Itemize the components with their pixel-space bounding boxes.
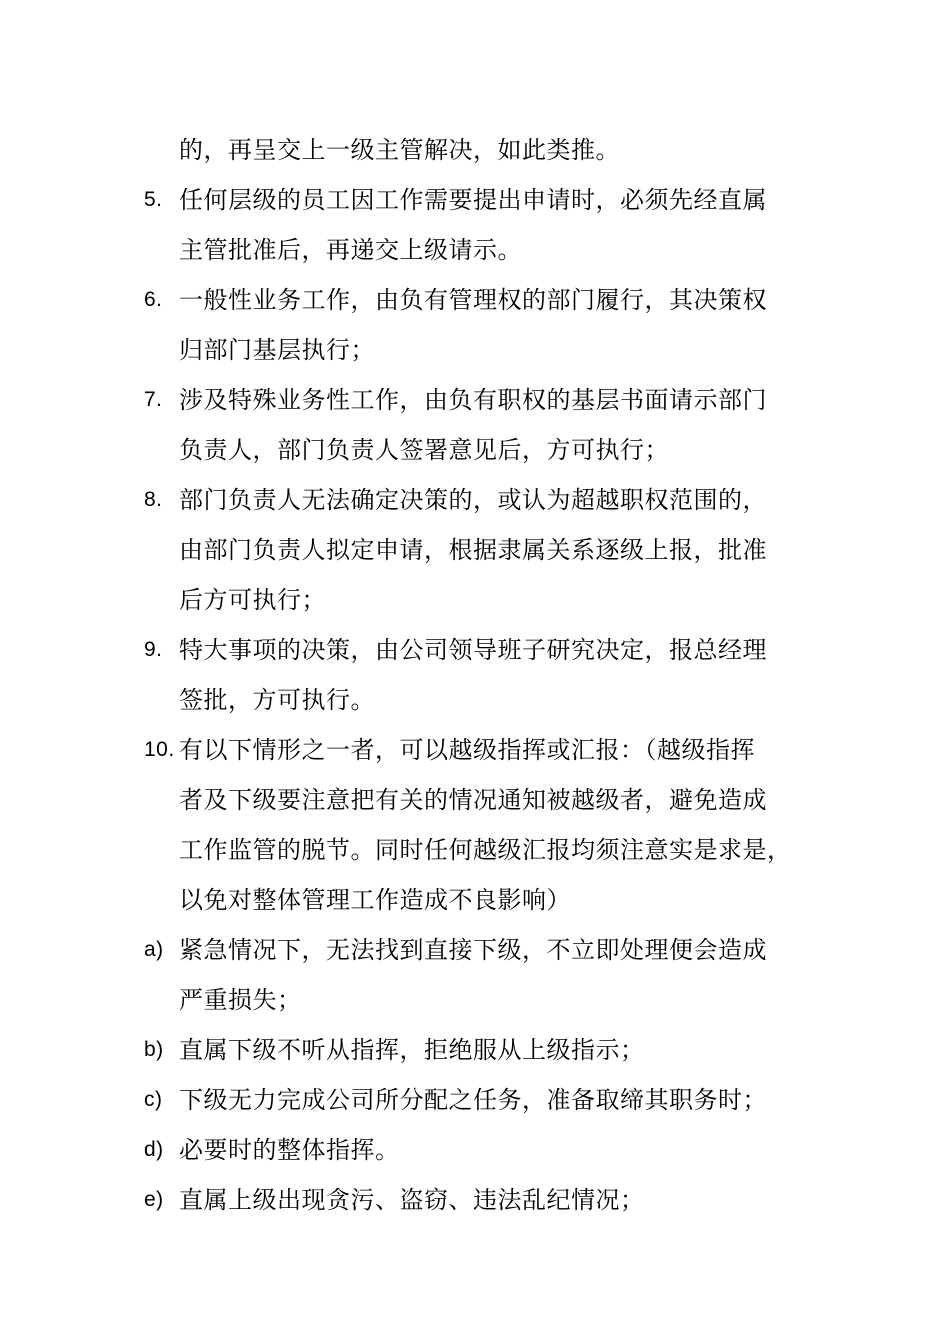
line-text: 签批，方可执行。 [179,686,375,714]
line-text: 任何层级的员工因工作需要提出申请时，必须先经直属 [179,186,767,214]
line-text: 必要时的整体指挥。 [179,1136,400,1164]
list-marker: 10. [144,738,175,761]
list-marker: b) [144,1038,164,1061]
document-line [144,325,824,375]
document-line [144,775,824,825]
line-text: 一般性业务工作，由负有管理权的部门履行，其决策权 [179,286,767,314]
document-line [144,575,824,625]
document-line [144,475,824,525]
line-text: 者及下级要注意把有关的情况通知被越级者，避免造成 [179,786,767,814]
line-text: 工作监管的脱节。同时任何越级汇报均须注意实是求是， [179,836,792,864]
document-line [144,425,824,475]
line-text: 特大事项的决策，由公司领导班子研究决定，报总经理 [179,636,767,664]
document-line [144,725,824,775]
line-text: 直属上级出现贪污、盗窃、违法乱纪情况； [179,1186,645,1214]
list-marker: 9. [144,638,163,661]
list-marker: 5. [144,188,163,211]
document-line [144,675,824,725]
list-marker: d) [144,1138,164,1161]
line-text: 的，再呈交上一级主管解决，如此类推。 [179,136,620,164]
document-line [144,875,824,925]
list-marker: 6. [144,288,163,311]
document-line [144,1125,824,1175]
document-line [144,525,824,575]
list-marker: e) [144,1188,164,1211]
document-line [144,825,824,875]
line-text: 由部门负责人拟定申请，根据隶属关系逐级上报，批准 [179,536,767,564]
document-line [144,1075,824,1125]
list-marker: a) [144,938,164,961]
document-line [144,125,824,175]
line-text: 以免对整体管理工作造成不良影响） [179,886,571,914]
document-line [144,625,824,675]
line-text: 归部门基层执行； [179,336,375,364]
line-text: 严重损失； [179,986,302,1014]
document-line [144,225,824,275]
document-line [144,1025,824,1075]
line-text: 负责人，部门负责人签署意见后，方可执行； [179,436,669,464]
list-marker: 7. [144,388,163,411]
line-text: 下级无力完成公司所分配之任务，准备取缔其职务时； [179,1086,767,1114]
document-line [144,925,824,975]
line-text: 主管批准后，再递交上级请示。 [179,236,522,264]
document-line [144,275,824,325]
document-body [144,125,824,1225]
line-text: 后方可执行； [179,586,326,614]
line-text: 有以下情形之一者，可以越级指挥或汇报：（越级指挥 [179,736,755,764]
line-text: 直属下级不听从指挥，拒绝服从上级指示； [179,1036,645,1064]
document-line [144,975,824,1025]
document-line [144,1175,824,1225]
line-text: 涉及特殊业务性工作，由负有职权的基层书面请示部门 [179,386,767,414]
line-text: 紧急情况下，无法找到直接下级，不立即处理便会造成 [179,936,767,964]
list-marker: c) [144,1088,163,1111]
list-marker: 8. [144,488,163,511]
document-line [144,375,824,425]
document-line [144,175,824,225]
line-text: 部门负责人无法确定决策的，或认为超越职权范围的， [179,486,767,514]
